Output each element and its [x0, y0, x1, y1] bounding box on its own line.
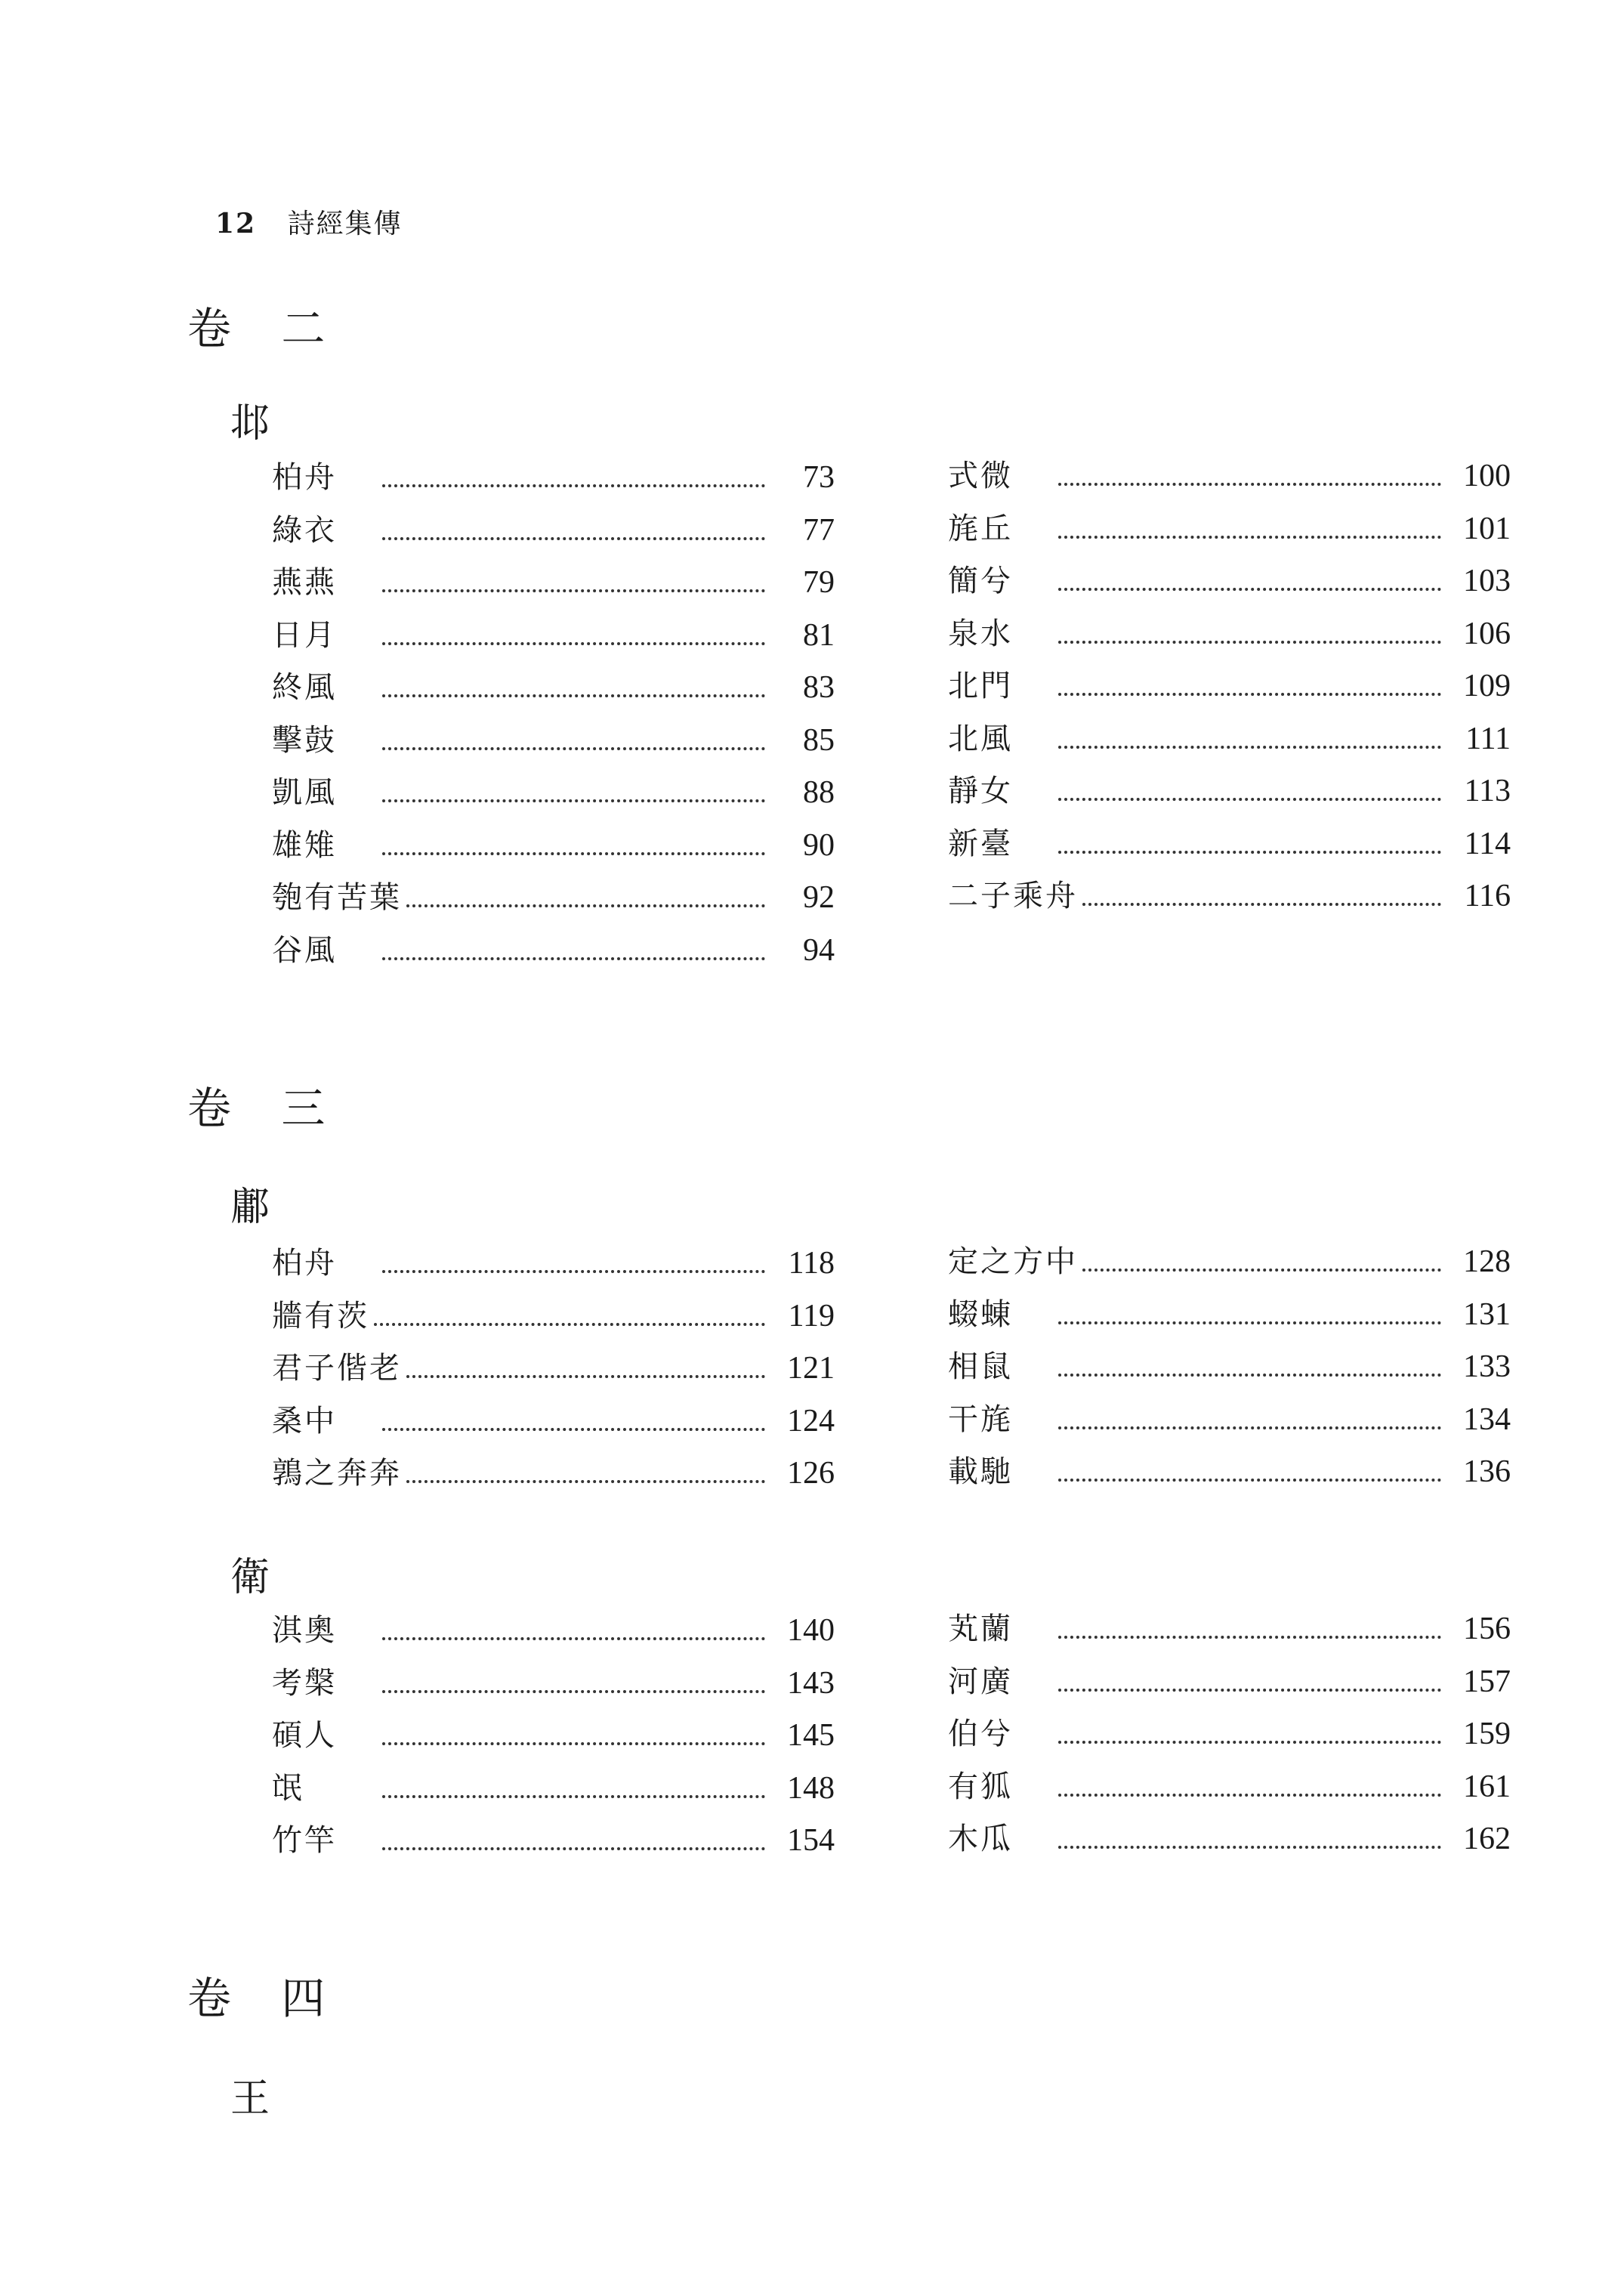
toc-entry — [948, 820, 1511, 873]
toc-entry-page: 131 — [1463, 1296, 1511, 1332]
toc-entry-title: 碩人 — [272, 1718, 337, 1753]
toc-entry-page: 100 — [1463, 459, 1511, 493]
toc-entry — [272, 873, 835, 926]
toc-entry-page: 140 — [787, 1613, 835, 1648]
toc-entry — [272, 611, 835, 664]
toc-entry-page: 124 — [787, 1403, 835, 1439]
toc-entry-title: 蝃蝀 — [948, 1296, 1013, 1332]
page-number: 12 — [215, 208, 257, 239]
toc-entry-page: 111 — [1465, 721, 1511, 756]
toc-entry-page: 161 — [1463, 1769, 1511, 1804]
toc-entry-title: 泉水 — [948, 616, 1013, 651]
toc-entry-title: 載馳 — [948, 1454, 1013, 1489]
toc-entry — [948, 872, 1511, 925]
toc-entry-page: 128 — [1463, 1244, 1511, 1279]
toc-entry-page: 109 — [1463, 669, 1511, 703]
section-title: 衛 — [230, 1555, 270, 1600]
toc-entry-page: 162 — [1463, 1822, 1511, 1856]
toc-entry-page: 85 — [803, 722, 835, 758]
toc-entry-page: 114 — [1464, 826, 1511, 861]
toc-entry — [272, 558, 835, 611]
toc-entry — [272, 1397, 835, 1450]
toc-entry — [272, 1449, 835, 1502]
dot-leader — [1058, 798, 1441, 801]
toc-entry-title: 燕燕 — [272, 565, 337, 600]
toc-entry-page: 92 — [803, 880, 835, 915]
dot-leader — [1058, 641, 1441, 644]
toc-entry — [948, 1395, 1511, 1448]
dot-leader — [382, 484, 765, 487]
toc-entry-title: 北風 — [948, 721, 1013, 756]
toc-entry-title: 考槃 — [272, 1665, 337, 1701]
toc-entry — [272, 768, 835, 821]
toc-entry-page: 159 — [1463, 1717, 1511, 1751]
toc-entry-page: 119 — [788, 1298, 835, 1333]
dot-leader — [1058, 1741, 1441, 1744]
toc-entry-title: 柏舟 — [272, 1246, 337, 1281]
toc-entry-page: 134 — [1463, 1401, 1511, 1437]
volume-title: 卷 三 — [187, 1083, 344, 1134]
dot-leader — [1058, 1846, 1441, 1849]
toc-entry — [272, 716, 835, 769]
toc-entry-page: 77 — [803, 512, 835, 548]
dot-leader — [374, 1323, 765, 1326]
page-header — [215, 202, 403, 241]
toc-entry-title: 二子乘舟 — [948, 879, 1078, 913]
toc-entry — [948, 452, 1511, 505]
toc-entry — [948, 505, 1511, 558]
dot-leader — [382, 957, 765, 960]
toc-entry-title: 凱風 — [272, 775, 337, 810]
dot-leader — [1058, 536, 1441, 539]
toc-entry-page: 79 — [803, 565, 835, 600]
dot-leader — [382, 852, 765, 855]
toc-entry-page: 143 — [787, 1665, 835, 1701]
toc-entry-title: 有狐 — [948, 1769, 1013, 1804]
toc-entry — [948, 1815, 1511, 1868]
dot-leader — [1058, 1689, 1441, 1692]
toc-entry-page: 118 — [788, 1246, 835, 1281]
toc-entry-page: 116 — [1464, 879, 1511, 913]
toc-entry-page: 154 — [787, 1823, 835, 1858]
toc-column-right — [948, 1238, 1511, 1500]
toc-entry — [272, 453, 835, 506]
toc-entry-title: 芄蘭 — [948, 1612, 1013, 1646]
dot-leader — [1058, 746, 1441, 749]
dot-leader — [406, 904, 765, 907]
toc-entry-page: 148 — [787, 1770, 835, 1806]
toc-entry-title: 竹竿 — [272, 1823, 337, 1858]
dot-leader — [382, 642, 765, 645]
toc-column-left — [272, 1606, 835, 1869]
toc-entry-title: 干旄 — [948, 1401, 1013, 1437]
toc-entry-page: 156 — [1463, 1612, 1511, 1646]
toc-entry-page: 94 — [803, 932, 835, 968]
toc-entry — [272, 1764, 835, 1817]
toc-entry — [272, 1711, 835, 1764]
dot-leader — [1058, 483, 1441, 486]
dot-leader — [1058, 1374, 1441, 1377]
toc-column-left — [272, 1239, 835, 1502]
toc-entry-title: 擊鼓 — [272, 722, 337, 758]
toc-entry — [272, 1344, 835, 1397]
toc-entry — [272, 1239, 835, 1292]
section-title: 鄘 — [230, 1185, 270, 1230]
dot-leader — [1058, 693, 1441, 696]
toc-entry-title: 式微 — [948, 459, 1013, 493]
volume-title: 卷 二 — [187, 303, 344, 354]
section-title: 邶 — [230, 401, 270, 447]
dot-leader — [382, 799, 765, 802]
toc-entry-page: 101 — [1463, 511, 1511, 546]
toc-entry — [948, 1290, 1511, 1343]
toc-entry-page: 73 — [803, 460, 835, 495]
toc-entry-title: 雄雉 — [272, 827, 337, 863]
toc-entry-title: 日月 — [272, 617, 337, 653]
toc-entry-title: 河廣 — [948, 1664, 1013, 1699]
toc-entry-page: 133 — [1463, 1349, 1511, 1384]
toc-entry — [272, 506, 835, 559]
toc-entry-page: 106 — [1463, 616, 1511, 651]
toc-entry-title: 谷風 — [272, 932, 337, 968]
dot-leader — [382, 1742, 765, 1745]
toc-entry — [948, 662, 1511, 715]
dot-leader — [382, 747, 765, 750]
dot-leader — [382, 589, 765, 592]
dot-leader — [1082, 903, 1441, 906]
dot-leader — [382, 1270, 765, 1273]
dot-leader — [382, 537, 765, 540]
dot-leader — [406, 1375, 765, 1378]
toc-entry-title: 牆有茨 — [272, 1298, 369, 1333]
dot-leader — [406, 1480, 765, 1483]
toc-entry-title: 旄丘 — [948, 511, 1013, 546]
dot-leader — [382, 1428, 765, 1431]
toc-entry-title: 君子偕老 — [272, 1351, 402, 1386]
toc-column-right — [948, 1605, 1511, 1868]
toc-entry — [272, 1292, 835, 1345]
toc-entry-title: 木瓜 — [948, 1822, 1013, 1856]
section-title: 王 — [230, 2076, 270, 2121]
toc-entry — [948, 610, 1511, 663]
toc-entry-page: 103 — [1463, 564, 1511, 598]
dot-leader — [382, 694, 765, 697]
dot-leader — [1058, 1636, 1441, 1639]
dot-leader — [382, 1795, 765, 1798]
dot-leader — [1058, 1426, 1441, 1429]
toc-entry-page: 121 — [787, 1351, 835, 1386]
toc-entry — [948, 1343, 1511, 1395]
toc-entry-page: 157 — [1463, 1664, 1511, 1699]
dot-leader — [1058, 851, 1441, 854]
toc-entry — [948, 1605, 1511, 1658]
toc-entry — [948, 1710, 1511, 1763]
toc-entry-page: 88 — [803, 775, 835, 810]
toc-entry — [272, 821, 835, 874]
toc-entry-page: 145 — [787, 1718, 835, 1753]
toc-entry-title: 柏舟 — [272, 460, 337, 495]
toc-entry-title: 簡兮 — [948, 564, 1013, 598]
toc-entry — [272, 1659, 835, 1712]
dot-leader — [1082, 1269, 1441, 1272]
toc-entry — [272, 1606, 835, 1659]
toc-entry — [948, 767, 1511, 820]
toc-column-left — [272, 453, 835, 978]
dot-leader — [382, 1847, 765, 1850]
volume-title: 卷 四 — [187, 1973, 344, 2024]
toc-entry-page: 136 — [1463, 1454, 1511, 1489]
dot-leader — [1058, 1479, 1441, 1482]
toc-entry-title: 淇奧 — [272, 1613, 337, 1648]
dot-leader — [382, 1690, 765, 1693]
toc-entry-title: 北門 — [948, 669, 1013, 703]
dot-leader — [382, 1637, 765, 1640]
toc-entry — [948, 557, 1511, 610]
toc-column-right — [948, 452, 1511, 925]
toc-entry — [948, 1763, 1511, 1816]
toc-entry — [272, 926, 835, 979]
toc-entry-page: 113 — [1464, 774, 1511, 808]
toc-entry-page: 90 — [803, 827, 835, 863]
toc-entry-title: 伯兮 — [948, 1717, 1013, 1751]
dot-leader — [1058, 1321, 1441, 1324]
toc-entry — [948, 1658, 1511, 1710]
toc-entry-title: 綠衣 — [272, 512, 337, 548]
dot-leader — [1058, 1794, 1441, 1797]
toc-entry — [272, 1816, 835, 1869]
toc-entry-title: 匏有苦葉 — [272, 880, 402, 915]
toc-entry — [948, 1238, 1511, 1290]
toc-entry-page: 81 — [803, 617, 835, 653]
toc-entry-title: 鶉之奔奔 — [272, 1456, 402, 1491]
toc-entry-title: 相鼠 — [948, 1349, 1013, 1384]
toc-entry — [948, 715, 1511, 768]
toc-entry-page: 83 — [803, 670, 835, 705]
toc-entry — [948, 1448, 1511, 1500]
toc-entry-title: 桑中 — [272, 1403, 337, 1439]
dot-leader — [1058, 588, 1441, 591]
toc-entry-page: 126 — [787, 1456, 835, 1491]
toc-entry-title: 氓 — [272, 1770, 304, 1806]
book-title: 詩經集傳 — [287, 209, 403, 239]
toc-entry-title: 定之方中 — [948, 1244, 1078, 1279]
toc-entry — [272, 663, 835, 716]
toc-entry-title: 新臺 — [948, 826, 1013, 861]
toc-entry-title: 靜女 — [948, 774, 1013, 808]
toc-entry-title: 終風 — [272, 670, 337, 705]
